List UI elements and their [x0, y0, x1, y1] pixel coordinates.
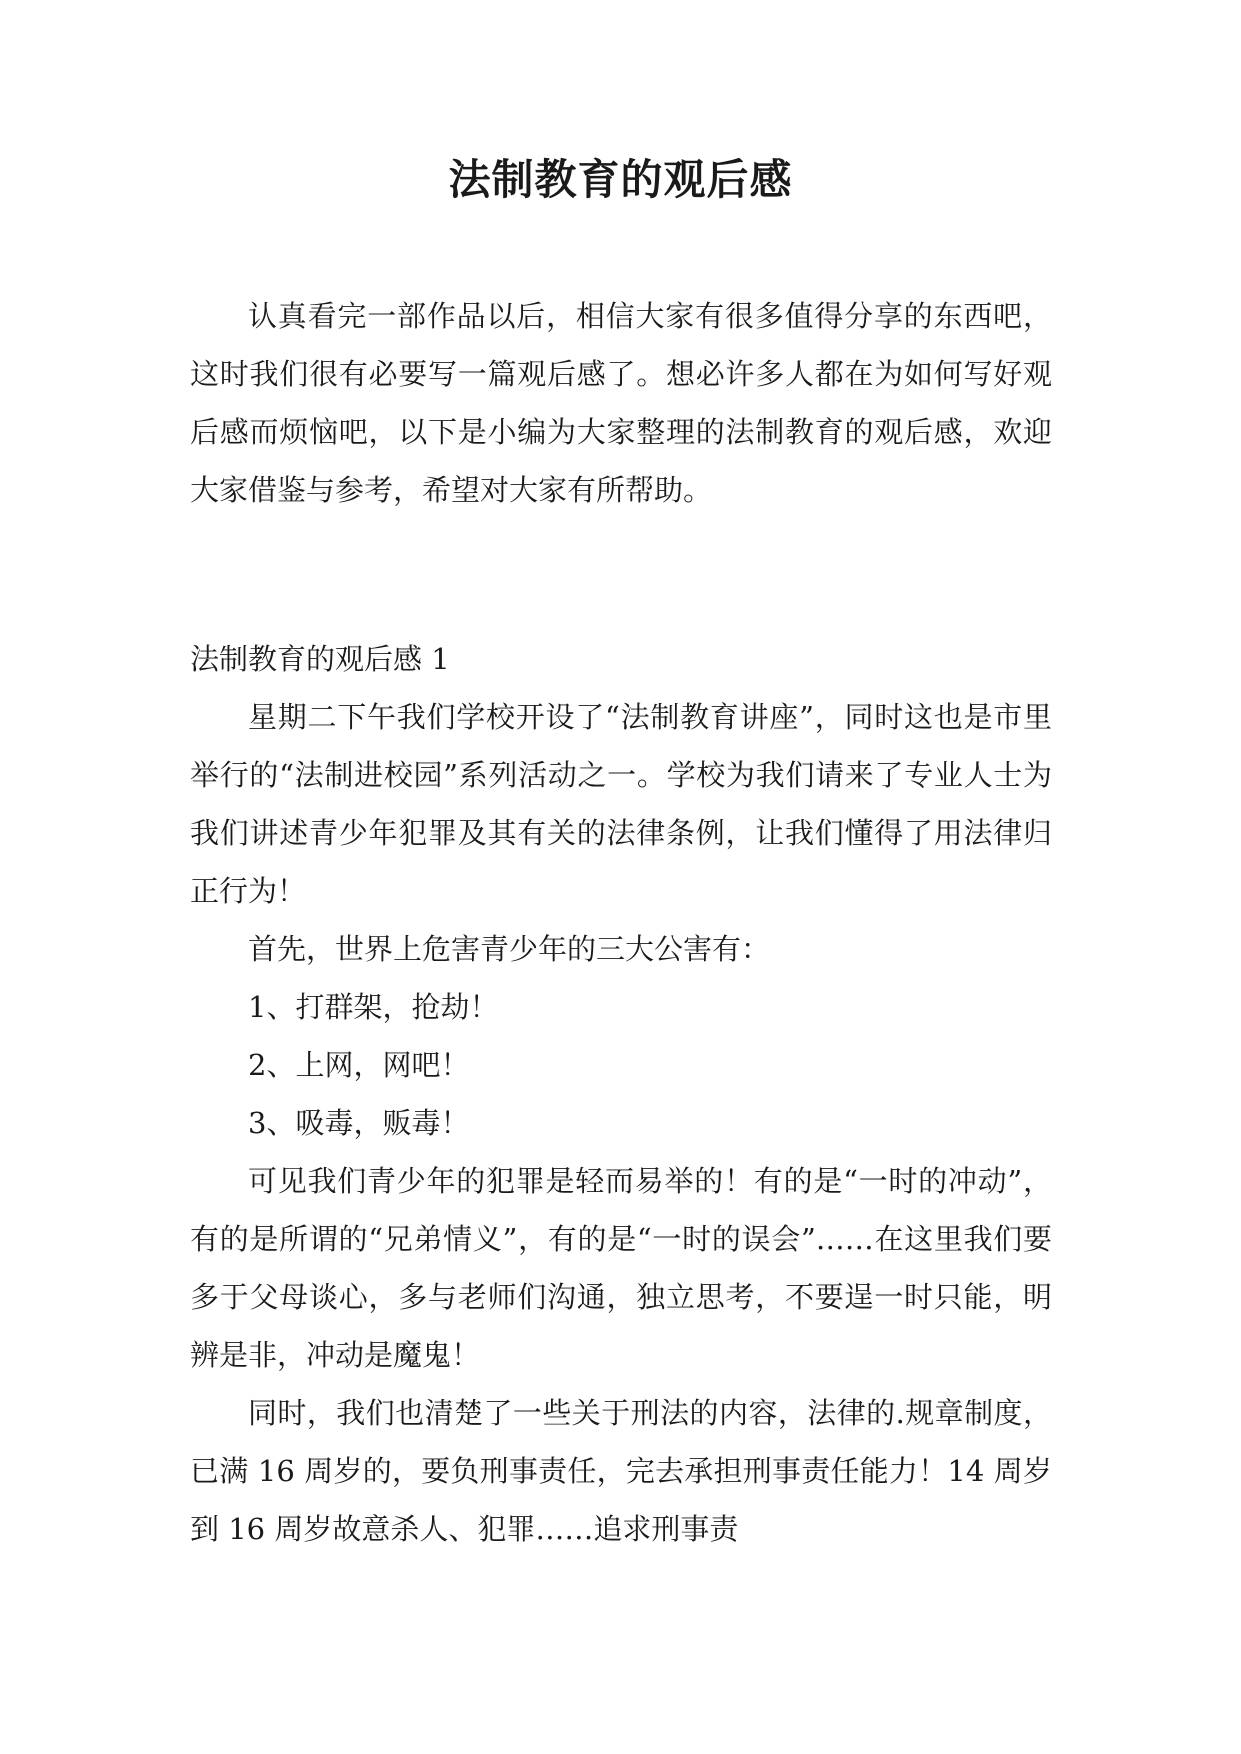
paragraph-criminal-law: 同时，我们也清楚了一些关于刑法的内容，法律的.规章制度，已满 16 周岁的，要负刑事责任，完去承担刑事责任能力！14 周岁到 16 周岁故意杀人、犯罪……追求刑事责: [190, 1396, 1052, 1546]
page-title: 法制教育的观后感: [448, 155, 793, 204]
list-item-hazard-1: 1、打群架，抢劫！: [248, 990, 499, 1024]
paragraph-impulse: 可见我们青少年的犯罪是轻而易举的！有的是“一时的冲动”，有的是所谓的“兄弟情义”，有的是“一时的误会”……在这里我们要多于父母谈心，多与老师们沟通，独立思考，不要逞一时只能，明辨是非，冲动是魔鬼！: [190, 1164, 1052, 1372]
intro-paragraph: 认真看完一部作品以后，相信大家有很多值得分享的东西吧，这时我们很有必要写一篇观后感了。想必许多人都在为如何写好观后感而烦恼吧，以下是小编为大家整理的法制教育的观后感，欢迎大家借鉴与参考，希望对大家有所帮助。: [190, 299, 1052, 507]
section-body: [190, 688, 1052, 1558]
paragraph-three-hazards: 首先，世界上危害青少年的三大公害有：: [248, 932, 771, 966]
list-item-hazard-2: 2、上网，网吧！: [248, 1048, 470, 1082]
paragraph-lecture: 星期二下午我们学校开设了“法制教育讲座”，同时这也是市里举行的“法制进校园”系列活动之一。学校为我们请来了专业人士为我们讲述青少年犯罪及其有关的法律条例，让我们懂得了用法律归正行为！: [190, 700, 1052, 908]
section-heading: 法制教育的观后感 1: [190, 642, 450, 676]
list-item-hazard-3: 3、吸毒，贩毒！: [248, 1106, 470, 1140]
